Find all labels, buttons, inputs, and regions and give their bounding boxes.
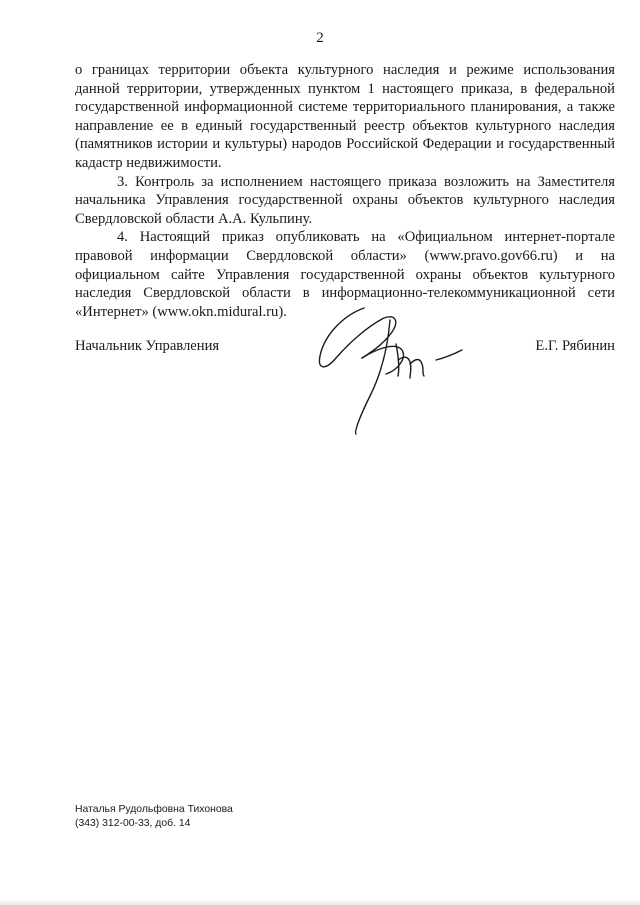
- scan-edge-shadow: [0, 899, 640, 905]
- executor-contact: [75, 803, 233, 831]
- paragraph-continuation: о границах территории объекта культурного наследия и режиме использования данной территории, утвержденных пунктом 1 настоящего приказа, в федеральной государственной информационной системе территориального планирования, а также направление ее в единый государственный реестр объектов культурного наследия (памятников истории и культуры) народов Российской Федерации и государственный кадастр недвижимости.: [75, 62, 615, 171]
- executor-name: Наталья Рудольфовна Тихонова: [75, 804, 233, 815]
- document-body: [75, 61, 615, 321]
- handwritten-signature: [312, 300, 472, 438]
- executor-phone: (343) 312-00-33, доб. 14: [75, 818, 191, 829]
- paragraph-item-4: 4. Настоящий приказ опубликовать на «Официальном интернет-портале правовой информации Свердловской области» (www.pravo.gov66.ru) и на официальном сайте Управления государственной охраны объектов культурного наследия Свердловской области в информационно-телекоммуникационной сети «Интернет» (www.okn.midural.ru).: [75, 229, 615, 320]
- signer-name: Е.Г. Рябинин: [535, 338, 615, 354]
- paragraph-item-3: 3. Контроль за исполнением настоящего приказа возложить на Заместителя начальника Управления государственной охраны объектов культурного наследия Свердловской области А.А. Кульпину.: [75, 173, 615, 227]
- page-number: 2: [316, 30, 324, 46]
- signer-title: Начальник Управления: [75, 338, 220, 354]
